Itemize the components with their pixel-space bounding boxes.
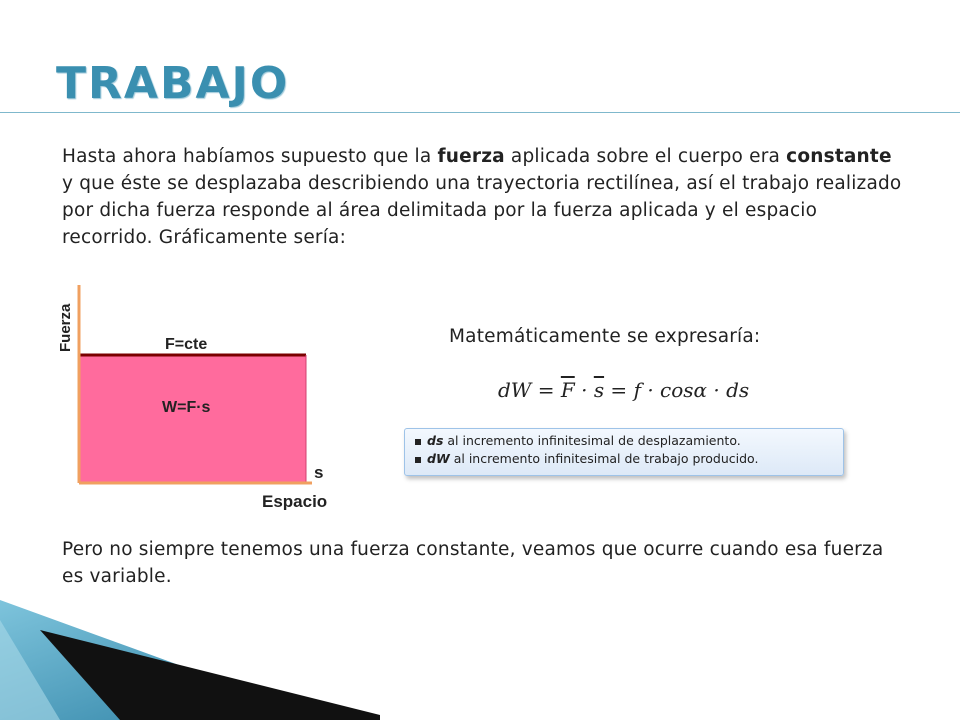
work-diagram — [50, 280, 350, 510]
intro-text-1: Hasta ahora habíamos supuesto que la — [62, 146, 438, 167]
math-label: Matemáticamente se expresaría: — [449, 326, 761, 347]
definition-symbol: dW — [427, 451, 450, 466]
formula-eq: = — [604, 378, 634, 402]
slide-decoration — [0, 590, 380, 720]
definition-item — [415, 450, 843, 468]
formula-dot: · — [574, 378, 594, 402]
work-formula — [498, 378, 749, 402]
force-line-label: F=cte — [165, 336, 208, 353]
closing-paragraph: Pero no siempre tenemos una fuerza constante, veamos que ocurre cuando esa fuerza es variable. — [62, 539, 884, 587]
definition-text: al incremento infinitesimal de desplazamiento. — [443, 433, 741, 448]
work-area — [79, 355, 306, 483]
y-axis-label: Fuerza — [57, 303, 74, 352]
formula-F: $\overline{F}$ — [560, 378, 575, 402]
title-divider — [0, 112, 960, 113]
intro-text-2: aplicada sobre el cuerpo era — [504, 146, 787, 167]
formula-lhs: dW = — [498, 378, 561, 402]
bullet-icon — [415, 439, 421, 445]
definition-symbol: ds — [427, 433, 444, 448]
s-label: s — [314, 463, 324, 482]
intro-paragraph — [62, 143, 902, 251]
formula-s: $\overline{s}$ — [593, 378, 605, 402]
x-axis-label: Espacio — [262, 492, 328, 510]
formula-rest: f · cosα · ds — [633, 378, 750, 402]
definitions-box — [404, 428, 844, 476]
page-title: TRABAJO — [56, 58, 290, 109]
intro-bold-fuerza: fuerza — [437, 146, 505, 167]
definition-text: al incremento infinitesimal de trabajo producido. — [449, 451, 759, 466]
bullet-icon — [415, 457, 421, 463]
definition-item — [415, 432, 843, 450]
area-label: W=F·s — [162, 399, 211, 416]
intro-bold-constante: constante — [786, 146, 892, 167]
intro-text-3: y que éste se desplazaba describiendo una trayectoria rectilínea, así el trabajo realizado por dicha fuerza responde al área delimitada por la fuerza aplicada y el espacio recorrido. Gráficamente sería: — [62, 173, 902, 248]
